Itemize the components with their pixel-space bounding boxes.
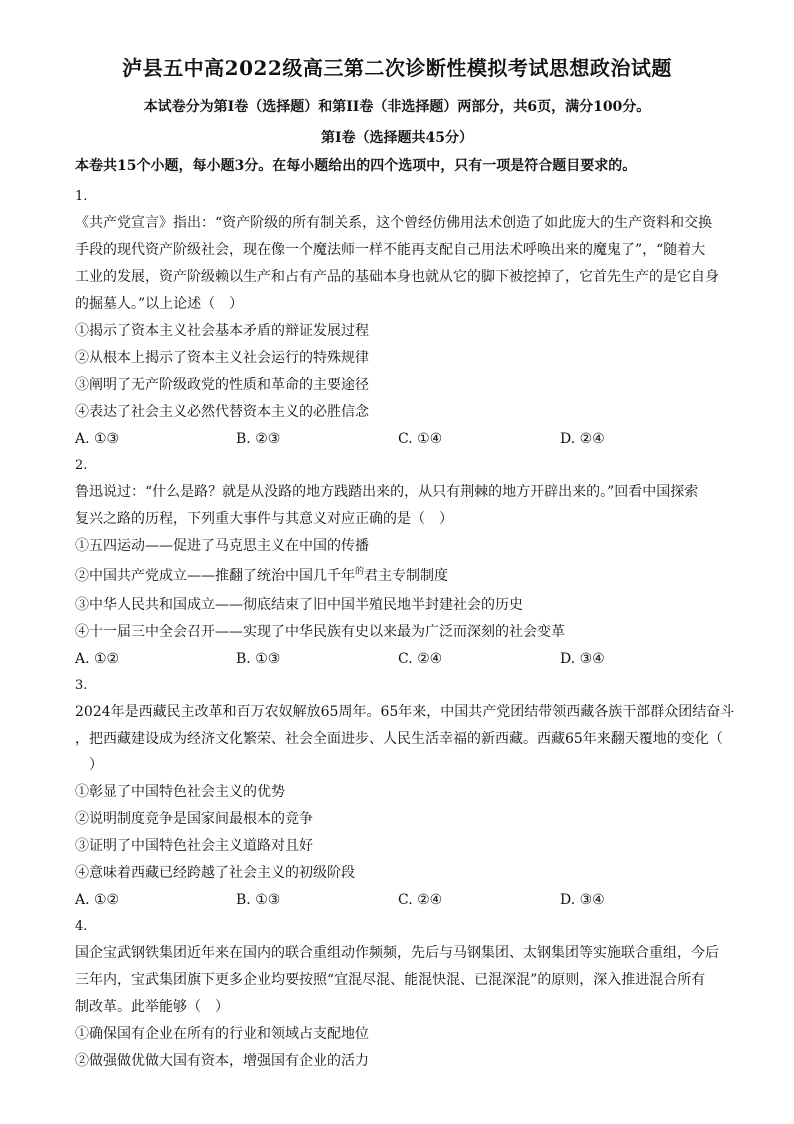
exam-title: 泸县五中高2022级高三第二次诊断性模拟考试思想政治试题 (122, 56, 672, 80)
statement-item: ④十一届三中全会召开——实现了中华民族有史以来最为广泛而深刻的社会变革 (75, 624, 565, 640)
question-stem-line: 工业的发展，资产阶级赖以生产和占有产品的基础本身也就从它的脚下被挖掉了，它首先生产的是它自身 (75, 269, 719, 285)
question-stem-line: ，把西藏建设成为经济文化繁荣、社会全面进步、人民生活幸福的新西藏。西藏65年来翻天覆地的变化（ (75, 731, 723, 747)
statement-item: ②做强做优做大国有资本，增强国有企业的活力 (75, 1053, 369, 1069)
question-stem-line: 《共产党宣言》指出：“资产阶级的所有制关系，这个曾经仿佛用法术创造了如此庞大的生产资料和交换 (75, 215, 713, 231)
answer-option-d: D. ③④ (560, 892, 605, 908)
question-stem-line: 国企宝武钢铁集团近年来在国内的联合重组动作频频，先后与马钢集团、太钢集团等实施联合重组，今后 (75, 945, 719, 961)
answer-option-a: A. ①② (75, 651, 120, 667)
statement-item: ④表达了社会主义必然代替资本主义的必胜信念 (75, 404, 369, 420)
answer-option-d: D. ②④ (560, 431, 605, 447)
statement-text: ②中国共产党成立——推翻了统治中国几千年 (75, 568, 355, 584)
answer-option-b: B. ①③ (236, 651, 281, 667)
statement-item: ①确保国有企业在所有的行业和领域占支配地位 (75, 1026, 369, 1042)
section-heading: 第I卷（选择题共45分） (320, 130, 474, 146)
question-stem-line: 鲁迅说过：“什么是路？就是从没路的地方践踏出来的，从只有荆棘的地方开辟出来的。”回看中国探索 (75, 484, 699, 500)
statement-item: ①揭示了资本主义社会基本矛盾的辩证发展过程 (75, 323, 369, 339)
statement-item: ①彰显了中国特色社会主义的优势 (75, 784, 285, 800)
question-number: 3. (75, 678, 88, 693)
statement-text: 君主专制制度 (364, 568, 449, 584)
question-stem-line: 的掘墓人。”以上论述（ ） (75, 296, 244, 312)
statement-item: ③阐明了无产阶级政党的性质和革命的主要途径 (75, 377, 369, 393)
answer-option-c: C. ①④ (398, 431, 443, 447)
answer-option-b: B. ②③ (236, 431, 281, 447)
question-number: 4. (75, 919, 88, 934)
question-stem-line: 制改革。此举能够（ ） (75, 999, 229, 1015)
exam-intro: 本试卷分为第I卷（选择题）和第II卷（非选择题）两部分，共6页，满分100分。 (143, 99, 651, 115)
answer-option-d: D. ③④ (560, 651, 605, 667)
statement-superscript: 的 (355, 567, 365, 577)
question-stem-line: 2024年是西藏民主改革和百万农奴解放65周年。65年来，中国共产党团结带领西藏各族干部群众团结奋斗 (75, 704, 735, 720)
statement-item: ③中华人民共和国成立——彻底结束了旧中国半殖民地半封建社会的历史 (75, 597, 523, 613)
question-number: 2. (75, 458, 88, 473)
question-stem-line: 复兴之路的历程，下列重大事件与其意义对应正确的是（ ） (75, 511, 453, 527)
answer-option-b: B. ①③ (236, 892, 281, 908)
section-instructions: 本卷共15个小题，每小题3分。在每小题给出的四个选项中，只有一项是符合题目要求的。 (75, 158, 637, 174)
statement-item: ②从根本上揭示了资本主义社会运行的特殊规律 (75, 350, 369, 366)
statement-item: ①五四运动——促进了马克思主义在中国的传播 (75, 538, 369, 554)
question-stem-line: 三年内，宝武集团旗下更多企业均要按照“宜混尽混、能混快混、已混深混”的原则，深入推进混合所有 (75, 972, 706, 988)
answer-option-a: A. ①③ (75, 431, 120, 447)
statement-item: ②说明制度竞争是国家间最根本的竞争 (75, 811, 313, 827)
question-stem-line: 手段的现代资产阶级社会，现在像一个魔法师一样不能再支配自己用法术呼唤出来的魔鬼了”，“随着大 (75, 242, 706, 258)
answer-option-c: C. ②④ (398, 892, 443, 908)
question-stem-line: ） (75, 757, 103, 773)
statement-item (75, 567, 725, 587)
statement-item: ③证明了中国特色社会主义道路对且好 (75, 838, 313, 854)
statement-item: ④意味着西藏已经跨越了社会主义的初级阶段 (75, 865, 355, 881)
answer-option-a: A. ①② (75, 892, 120, 908)
answer-option-c: C. ②④ (398, 651, 443, 667)
question-number: 1. (75, 189, 88, 204)
